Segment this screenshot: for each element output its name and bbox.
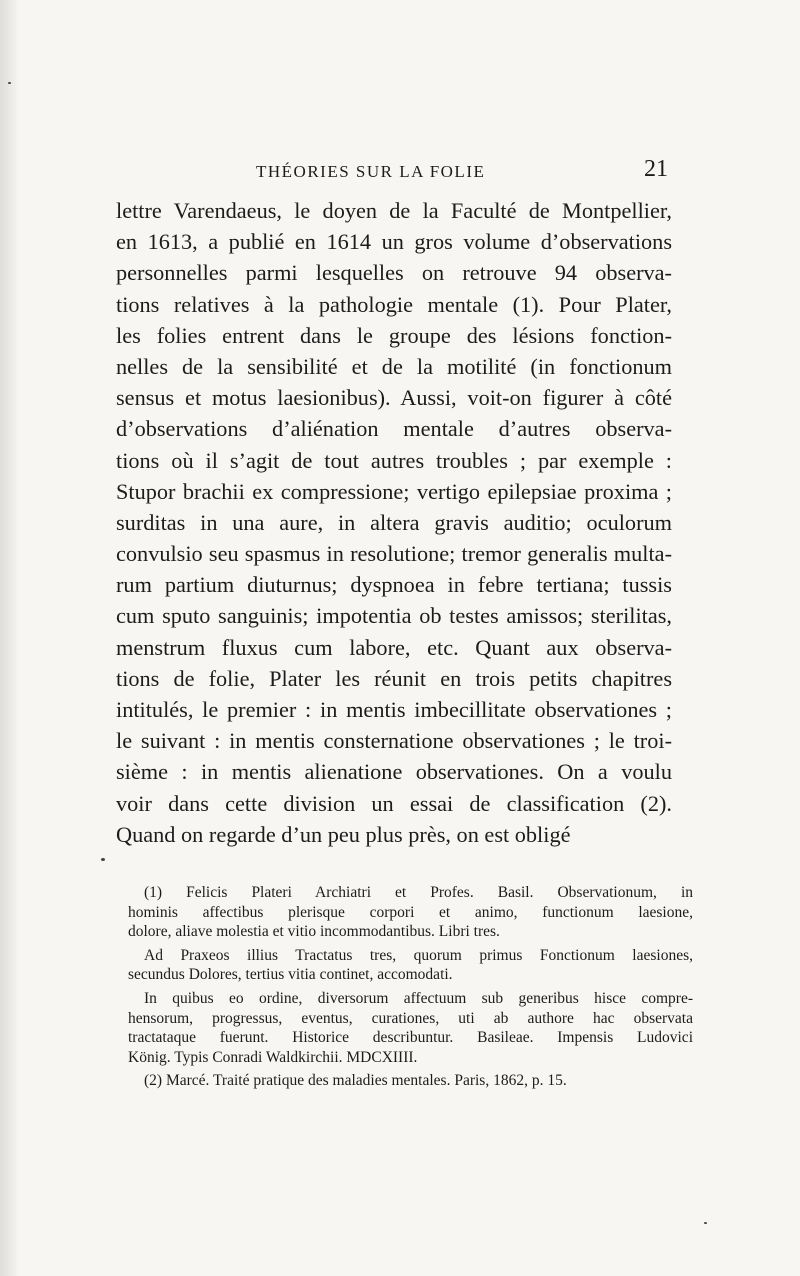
footnote-line: hensorum, progressus, eventus, curationes, uti ab authore hac observata — [128, 1009, 693, 1027]
footnote-line: dolore, aliave molestia et vitio incommodantibus. Libri tres. — [128, 923, 500, 941]
body-line: menstrum fluxus cum labore, etc. Quant aux observa- — [116, 634, 672, 660]
ink-speck — [8, 82, 11, 84]
body-line: tions de folie, Plater les réunit en trois petits chapitres — [116, 665, 672, 691]
body-line: nelles de la sensibilité et de la motilité (in fonctionum — [116, 353, 672, 379]
body-line: les folies entrent dans le groupe des lésions fonction- — [116, 322, 672, 348]
body-line: sensus et motus laesionibus). Aussi, voit-on figurer à côté — [116, 385, 672, 411]
running-title: THÉORIES SUR LA FOLIE — [256, 162, 486, 181]
footnote-1 — [128, 883, 693, 942]
body-line: en 1613, a publié en 1614 un gros volume d’observations — [116, 229, 672, 255]
body-line: tions où il s’agit de tout autres troubles ; par exemple : — [116, 447, 672, 473]
footnote-line: König. Typis Conradi Waldkirchii. MDCXIIII. — [128, 1048, 418, 1066]
footnotes — [128, 883, 693, 1091]
body-line: surditas in una aure, in altera gravis auditio; oculorum — [116, 509, 672, 535]
body-line: convulsio seu spasmus in resolutione; tremor generalis multa- — [116, 541, 672, 567]
footnote-line: tractataque fuerunt. Historice describuntur. Basileae. Impensis Ludovici — [128, 1029, 693, 1047]
body-line: le suivant : in mentis consternatione observationes ; le troi- — [116, 728, 672, 754]
body-line: Stupor brachii ex compressione; vertigo epilepsiae proxima ; — [116, 478, 672, 504]
body-line: sième : in mentis alienatione observationes. On a voulu — [116, 759, 672, 785]
body-line: Quand on regarde d’un peu plus près, on est obligé — [116, 821, 571, 847]
ink-speck — [101, 858, 105, 861]
footnote-line: hominis affectibus plerisque corpori et animo, functionum laesione, — [128, 903, 693, 921]
body-line: tions relatives à la pathologie mentale (1). Pour Plater, — [116, 291, 672, 317]
body-text — [116, 195, 672, 850]
footnote-1-continued — [128, 989, 693, 1067]
body-line: lettre Varendaeus, le doyen de la Faculté de Montpellier, — [116, 198, 672, 223]
body-line: personnelles parmi lesquelles on retrouve 94 observa- — [116, 260, 672, 286]
footnote-line: (2) Marcé. Traité pratique des maladies mentales. Paris, 1862, p. 15. — [144, 1072, 567, 1090]
body-line: cum sputo sanguinis; impotentia ob testes amissos; sterilitas, — [116, 603, 672, 629]
footnote-line: secundus Dolores, tertius vitia continet, accomodati. — [128, 966, 453, 984]
body-line: voir dans cette division un essai de classification (2). — [116, 790, 672, 816]
body-line: intitulés, le premier : in mentis imbecillitate observationes ; — [116, 697, 672, 722]
ink-speck — [704, 1222, 707, 1224]
body-line: d’observations d’aliénation mentale d’autres observa- — [116, 416, 672, 442]
footnote-line: Ad Praxeos illius Tractatus tres, quorum primus Fonctionum laesiones, — [144, 946, 693, 964]
page-edge-shadow — [0, 0, 20, 1276]
page-number: 21 — [644, 156, 668, 182]
body-line: rum partium diuturnus; dyspnoea in febre tertiana; tussis — [116, 572, 672, 598]
footnote-2 — [128, 1071, 693, 1091]
footnote-1-continued — [128, 946, 693, 985]
footnote-line: In quibus eo ordine, diversorum affectuum sub generibus hisce compre- — [144, 989, 693, 1007]
running-head — [116, 156, 672, 186]
footnote-line: (1) Felicis Plateri Archiatri et Profes. Basil. Observationum, in — [144, 884, 693, 901]
